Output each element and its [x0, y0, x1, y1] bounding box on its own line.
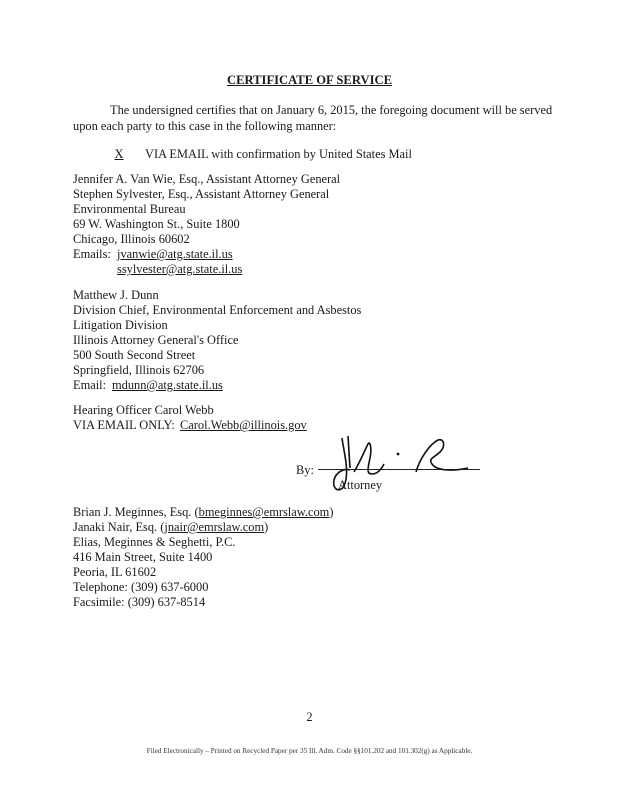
email-link[interactable]: jnair@emrslaw.com [164, 520, 265, 534]
document-title: CERTIFICATE OF SERVICE [227, 73, 392, 87]
intro-line-2: upon each party to this case in the following manner: [73, 119, 337, 133]
address-line: Chicago, Illinois 60602 [73, 232, 190, 246]
address-line: 69 W. Washington St., Suite 1800 [73, 217, 240, 231]
address-line: 416 Main Street, Suite 1400 [73, 550, 213, 564]
email-link[interactable]: ssylvester@atg.state.il.us [117, 262, 243, 276]
page-number: 2 [306, 710, 313, 724]
attorney-label: Attorney [338, 478, 383, 492]
email-label: Email: [73, 378, 107, 392]
telephone: Telephone: (309) 637-6000 [73, 580, 209, 594]
email-link[interactable]: bmeginnes@emrslaw.com [198, 505, 330, 519]
address-line: Peoria, IL 61602 [73, 565, 157, 579]
footer-note: Filed Electronically – Printed on Recycled Paper per 35 Ill. Adm. Code §§101.202 and 101.302(g) as Applicable. [146, 747, 473, 755]
attorney-line-2 [73, 520, 268, 534]
email-link[interactable]: jvanwie@atg.state.il.us [117, 247, 233, 261]
address-line: Jennifer A. Van Wie, Esq., Assistant Attorney General [73, 172, 341, 186]
attorney-name: Brian J. Meginnes, Esq. ( [73, 505, 199, 519]
facsimile: Facsimile: (309) 637-8514 [73, 595, 206, 609]
attorney-name: Janaki Nair, Esq. ( [73, 520, 165, 534]
email-link[interactable]: Carol.Webb@illinois.gov [180, 418, 307, 432]
paren-close: ) [264, 520, 269, 534]
address-line: Illinois Attorney General's Office [73, 333, 239, 347]
emails-label: Emails: [73, 247, 111, 261]
address-line: Division Chief, Environmental Enforcement and Asbestos [73, 303, 362, 317]
attorney-line-1 [73, 505, 333, 519]
via-email-label: VIA EMAIL ONLY: [73, 418, 175, 432]
address-line: Stephen Sylvester, Esq., Assistant Attorney General [73, 187, 330, 201]
address-line: 500 South Second Street [73, 348, 196, 362]
by-label: By: [296, 463, 314, 477]
address-line: Environmental Bureau [73, 202, 186, 216]
hearing-officer: Hearing Officer Carol Webb [73, 403, 214, 417]
email-link[interactable]: mdunn@atg.state.il.us [112, 378, 223, 392]
address-line: Elias, Meginnes & Seghetti, P.C. [73, 535, 236, 549]
address-line: Matthew J. Dunn [73, 288, 159, 302]
paren-close: ) [329, 505, 334, 519]
method-mark: X [114, 147, 124, 161]
address-line: Springfield, Illinois 62706 [73, 363, 205, 377]
intro-line-1: The undersigned certifies that on January 6, 2015, the foregoing document will be served [110, 103, 553, 117]
method-text: VIA EMAIL with confirmation by United States Mail [145, 147, 412, 161]
address-line: Litigation Division [73, 318, 168, 332]
